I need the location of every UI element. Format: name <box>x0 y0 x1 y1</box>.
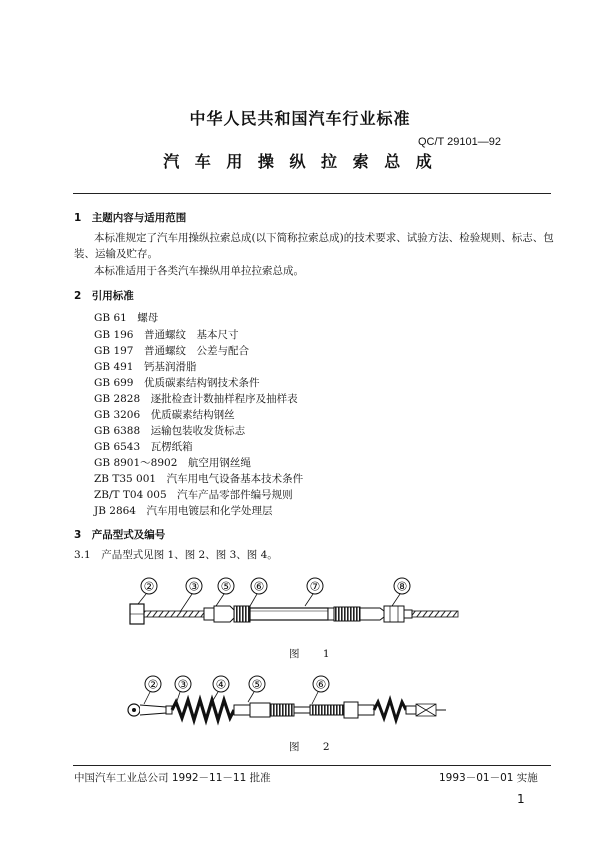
reference-item: GB 6543 瓦楞纸箱 <box>94 441 193 453</box>
callout-7: ⑦ <box>309 579 321 594</box>
reference-item: GB 699 优质碳素结构钢技术条件 <box>94 377 260 389</box>
reference-item: GB 491 钙基润滑脂 <box>94 361 197 373</box>
section-1-para-2: 本标准适用于各类汽车操纵用单拉拉索总成。 <box>94 265 304 277</box>
reference-item: GB 197 普通螺纹 公差与配合 <box>94 345 249 357</box>
callout-5: ⑤ <box>251 677 263 692</box>
figure-2-drawing <box>120 670 480 730</box>
section-3-heading: 3 产品型式及编号 <box>74 529 166 541</box>
callout-2: ② <box>143 579 155 594</box>
section-1-para-1-line-1: 本标准规定了汽车用操纵拉索总成(以下简称拉索总成)的技术要求、试验方法、检验规则、标志、包 <box>94 232 554 244</box>
section-3-1-text: 3.1 产品型式见图 1、图 2、图 3、图 4。 <box>74 549 278 561</box>
reference-item: GB 6388 运输包装收发货标志 <box>94 425 246 437</box>
callout-5: ⑤ <box>220 579 232 594</box>
page-number: 1 <box>517 792 525 806</box>
standard-number: QC/T 29101—92 <box>418 136 501 148</box>
callout-8: ⑧ <box>396 579 408 594</box>
document-title: 汽 车 用 操 纵 拉 索 总 成 <box>163 152 437 171</box>
callout-4: ④ <box>215 677 227 692</box>
section-1-heading: 1 主题内容与适用范围 <box>74 212 187 224</box>
figure-1-drawing <box>110 570 510 640</box>
approval-date: 中国汽车工业总公司 1992－11－11 批准 <box>74 772 271 784</box>
figure-1-callouts <box>138 578 410 612</box>
section-1-para-1-line-2: 装、运输及贮存。 <box>74 248 158 260</box>
callout-3: ③ <box>188 579 200 594</box>
callout-6: ⑥ <box>253 579 265 594</box>
reference-item: GB 2828 逐批检查计数抽样程序及抽样表 <box>94 393 298 405</box>
figure-2-caption: 图 2 <box>289 741 340 753</box>
figure-1-caption: 图 1 <box>289 648 340 660</box>
callout-2: ② <box>147 677 159 692</box>
reference-item: JB 2864 汽车用电镀层和化学处理层 <box>94 505 273 517</box>
reference-item: GB 3206 优质碳素结构钢丝 <box>94 409 235 421</box>
reference-item: GB 8901～8902 航空用钢丝绳 <box>94 457 251 469</box>
callout-3: ③ <box>177 677 189 692</box>
reference-item: GB 61 螺母 <box>94 312 159 324</box>
footer-divider <box>73 765 551 766</box>
figure-2-callouts <box>144 676 329 704</box>
callout-6: ⑥ <box>315 677 327 692</box>
section-2-heading: 2 引用标准 <box>74 290 134 302</box>
reference-item: ZB T35 001 汽车用电气设备基本技术条件 <box>94 473 304 485</box>
reference-item: ZB/T T04 005 汽车产品零部件编号规则 <box>94 489 293 501</box>
reference-item: GB 196 普通螺纹 基本尺寸 <box>94 329 239 341</box>
implementation-date: 1993－01－01 实施 <box>439 772 538 784</box>
header-divider <box>73 193 551 194</box>
industry-standard-title: 中华人民共和国汽车行业标准 <box>189 109 411 128</box>
